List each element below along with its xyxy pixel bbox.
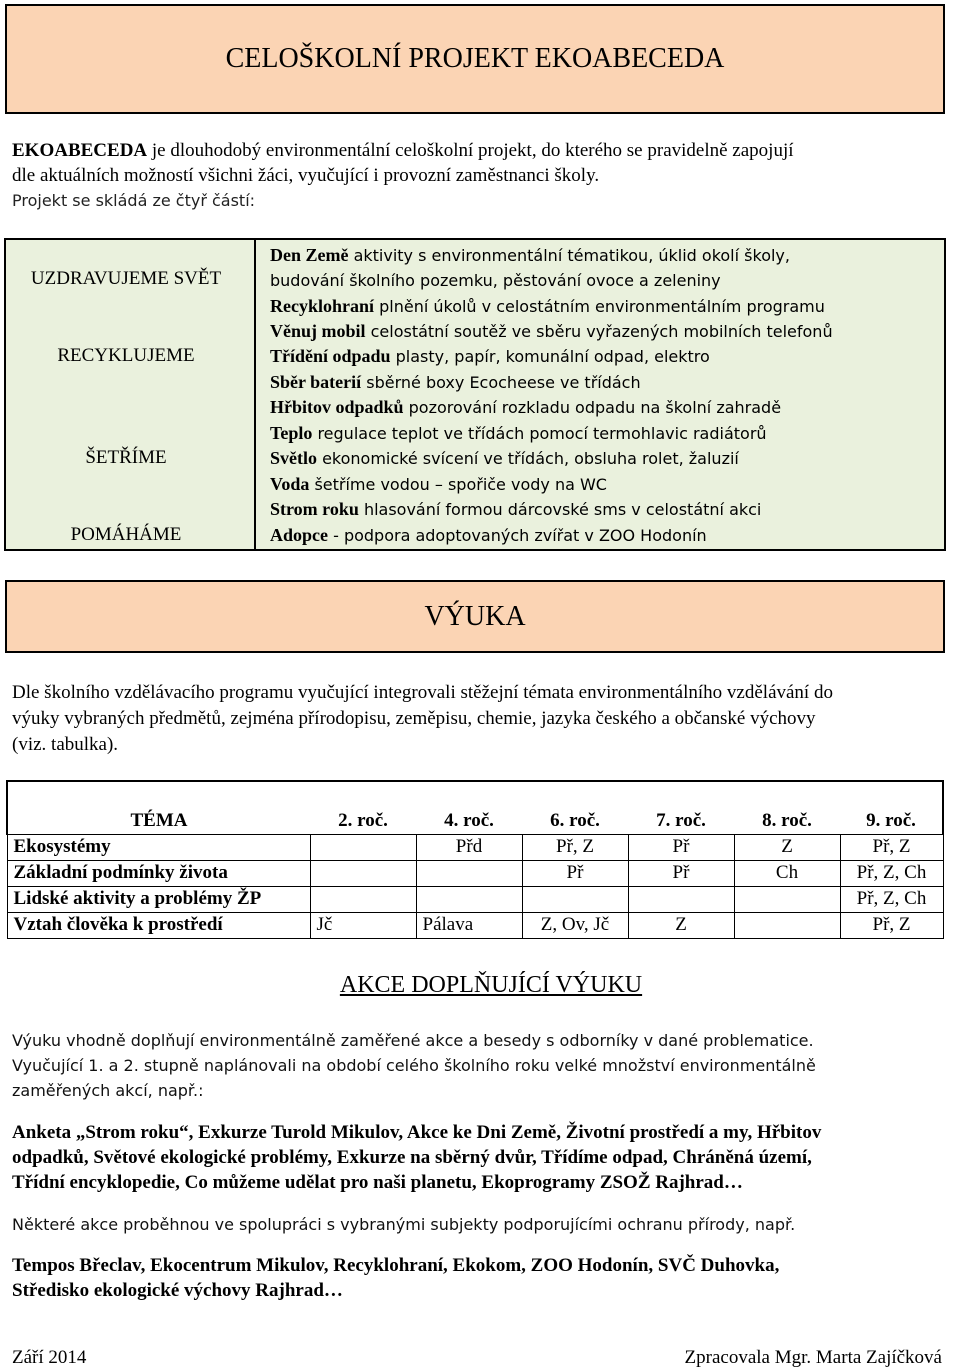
table-cell: Vztah člověka k prostředí xyxy=(7,912,310,938)
section-title: VÝUKA xyxy=(424,600,526,632)
table-header-cell: 7. roč. xyxy=(628,781,734,834)
table-cell: Z xyxy=(628,912,734,938)
intro-text-2: dle aktuálních možností všichni žáci, vyučující i provozní zaměstnanci školy. xyxy=(12,165,600,186)
partners-intro: Některé akce proběhnou ve spolupráci s vybranými subjekty podporujícími ochranu přírody, např. xyxy=(12,1215,796,1234)
activity-desc: plasty, papír, komunální odpad, elektro xyxy=(390,347,710,366)
partners-line: Tempos Břeclav, Ekocentrum Mikulov, Recyklohraní, Ekokom, ZOO Hodonín, SVČ Duhovka, xyxy=(12,1255,780,1276)
table-cell xyxy=(310,886,416,912)
table-cell: Ch xyxy=(734,860,840,886)
table-row xyxy=(7,886,943,912)
table-header-cell: 4. roč. xyxy=(416,781,522,834)
activity-item xyxy=(270,346,710,367)
akce-line: zaměřených akcí, např.: xyxy=(12,1081,204,1100)
table-cell xyxy=(416,860,522,886)
table-header-cell: 9. roč. xyxy=(840,781,943,834)
footer-author: Zpracovala Mgr. Marta Zajíčková xyxy=(684,1347,942,1368)
activity-name: Sběr baterií xyxy=(270,372,362,392)
vyuka-line: (viz. tabulka). xyxy=(12,734,119,755)
activity-item xyxy=(270,372,641,393)
activity-name: Recyklohraní xyxy=(270,296,375,316)
activity-item xyxy=(270,397,781,418)
activity-desc: - podpora adoptovaných zvířat v ZOO Hodonín xyxy=(328,526,707,545)
table-cell: Př, Z, Ch xyxy=(840,886,943,912)
activity-desc: šetříme vodou – spořiče vody na WC xyxy=(309,475,607,494)
activity-desc: sběrné boxy Ecocheese ve třídách xyxy=(361,373,641,392)
activity-name: Teplo xyxy=(270,423,313,443)
table-cell xyxy=(522,886,628,912)
akce-paragraph xyxy=(12,1028,952,1103)
activity-name: Věnuj mobil xyxy=(270,321,366,341)
akce-list-line: Anketa „Strom roku“, Exkurze Turold Mikulov, Akce ke Dni Země, Životní prostředí a my, Hřbitov xyxy=(12,1122,822,1143)
vyuka-paragraph xyxy=(12,680,957,758)
table-cell xyxy=(310,834,416,860)
activity-item xyxy=(270,474,607,495)
activity-item xyxy=(270,296,825,317)
table-cell: Př xyxy=(628,860,734,886)
page-title-box xyxy=(5,4,945,114)
akce-list-line: Třídní encyklopedie, Co můžeme udělat pro naši planetu, Ekoprogramy ZSOŽ Rajhrad… xyxy=(12,1172,743,1193)
table-cell xyxy=(310,860,416,886)
activity-name: Hřbitov odpadků xyxy=(270,397,404,417)
activity-item xyxy=(270,448,739,469)
table-cell: Jč xyxy=(310,912,416,938)
page-title: CELOŠKOLNÍ PROJEKT EKOABECEDA xyxy=(225,43,725,74)
akce-list xyxy=(12,1120,957,1195)
intro-paragraph xyxy=(12,138,942,213)
akce-list-line: odpadků, Světové ekologické problémy, Exkurze na sběrný dvůr, Třídíme odpad, Chráněná území, xyxy=(12,1147,812,1168)
activity-name: Třídění odpadu xyxy=(270,346,391,366)
activity-name: Voda xyxy=(270,474,310,494)
part-label: UZDRAVUJEME SVĚT xyxy=(30,268,222,289)
table-cell: Z, Ov, Jč xyxy=(522,912,628,938)
activity-item xyxy=(270,499,761,520)
table-row xyxy=(7,834,943,860)
activity-item xyxy=(270,270,721,291)
activity-name: Adopce xyxy=(270,525,328,545)
activity-item xyxy=(270,321,833,342)
table-header-cell: 8. roč. xyxy=(734,781,840,834)
activity-desc: plnění úkolů v celostátním environmentálním programu xyxy=(374,297,825,316)
table-cell: Ekosystémy xyxy=(7,834,310,860)
table-row xyxy=(7,912,943,938)
activity-name: Strom roku xyxy=(270,499,359,519)
activity-name: Světlo xyxy=(270,448,317,468)
table-cell: Př, Z xyxy=(522,834,628,860)
activity-name: Den Země xyxy=(270,245,349,265)
activity-desc: budování školního pozemku, pěstování ovoce a zeleniny xyxy=(270,271,721,290)
section-title-box xyxy=(5,580,945,653)
activity-desc: ekonomické svícení ve třídách, obsluha rolet, žaluzií xyxy=(317,449,739,468)
table-cell: Př xyxy=(522,860,628,886)
activity-item xyxy=(270,525,707,546)
table-cell: Př xyxy=(628,834,734,860)
activity-desc: pozorování rozkladu odpadu na školní zahradě xyxy=(403,398,782,417)
partners-line: Středisko ekologické výchovy Rajhrad… xyxy=(12,1280,343,1301)
table-cell: Př, Z, Ch xyxy=(840,860,943,886)
topics-table xyxy=(6,780,944,939)
table-cell xyxy=(628,886,734,912)
activity-desc: regulace teplot ve třídách pomocí termohlavic radiátorů xyxy=(312,424,767,443)
table-row xyxy=(7,860,943,886)
vyuka-line: výuky vybraných předmětů, zejména přírodopisu, zeměpisu, chemie, jazyka českého a občanské výchovy xyxy=(12,708,816,729)
activity-desc: celostátní soutěž ve sběru vyřazených mobilních telefonů xyxy=(365,322,833,341)
table-cell: Lidské aktivity a problémy ŽP xyxy=(7,886,310,912)
table-cell: Př, Z xyxy=(840,834,943,860)
part-label: RECYKLUJEME xyxy=(57,345,195,366)
intro-text-1: je dlouhodobý environmentální celoškolní projekt, do kterého se pravidelně zapojují xyxy=(147,140,794,161)
table-header-cell: 2. roč. xyxy=(310,781,416,834)
table-cell: Základní podmínky života xyxy=(7,860,310,886)
table-cell xyxy=(734,912,840,938)
partners-list xyxy=(12,1253,957,1303)
intro-lead: EKOABECEDA xyxy=(12,140,148,161)
akce-line: Výuku vhodně doplňují environmentálně zaměřené akce a besedy s odborníky v dané problematice. xyxy=(12,1031,814,1050)
intro-text-3: Projekt se skládá ze čtyř částí: xyxy=(12,191,256,210)
table-cell xyxy=(416,886,522,912)
footer-date: Září 2014 xyxy=(12,1347,87,1368)
activity-item xyxy=(270,245,790,266)
table-header-cell: 6. roč. xyxy=(522,781,628,834)
akce-title: AKCE DOPLŇUJÍCÍ VÝUKU xyxy=(339,972,643,998)
table-cell: Př, Z xyxy=(840,912,943,938)
part-label: ŠETŘÍME xyxy=(85,447,167,468)
activity-desc: aktivity s environmentální tématikou, úklid okolí školy, xyxy=(348,246,790,265)
table-cell: Pálava xyxy=(416,912,522,938)
akce-line: Vyučující 1. a 2. stupně naplánovali na období celého školního roku velké množství environmentálně xyxy=(12,1056,816,1075)
table-cell xyxy=(734,886,840,912)
table-header-cell: TÉMA xyxy=(7,781,310,834)
table-cell: Z xyxy=(734,834,840,860)
table-header-row xyxy=(7,781,943,834)
part-label: POMÁHÁME xyxy=(70,524,182,545)
table-cell: Přd xyxy=(416,834,522,860)
activity-desc: hlasování formou dárcovské sms v celostátní akci xyxy=(358,500,762,519)
vyuka-line: Dle školního vzdělávacího programu vyučující integrovali stěžejní témata environmentálního vzdělávání do xyxy=(12,682,833,703)
activity-item xyxy=(270,423,767,444)
